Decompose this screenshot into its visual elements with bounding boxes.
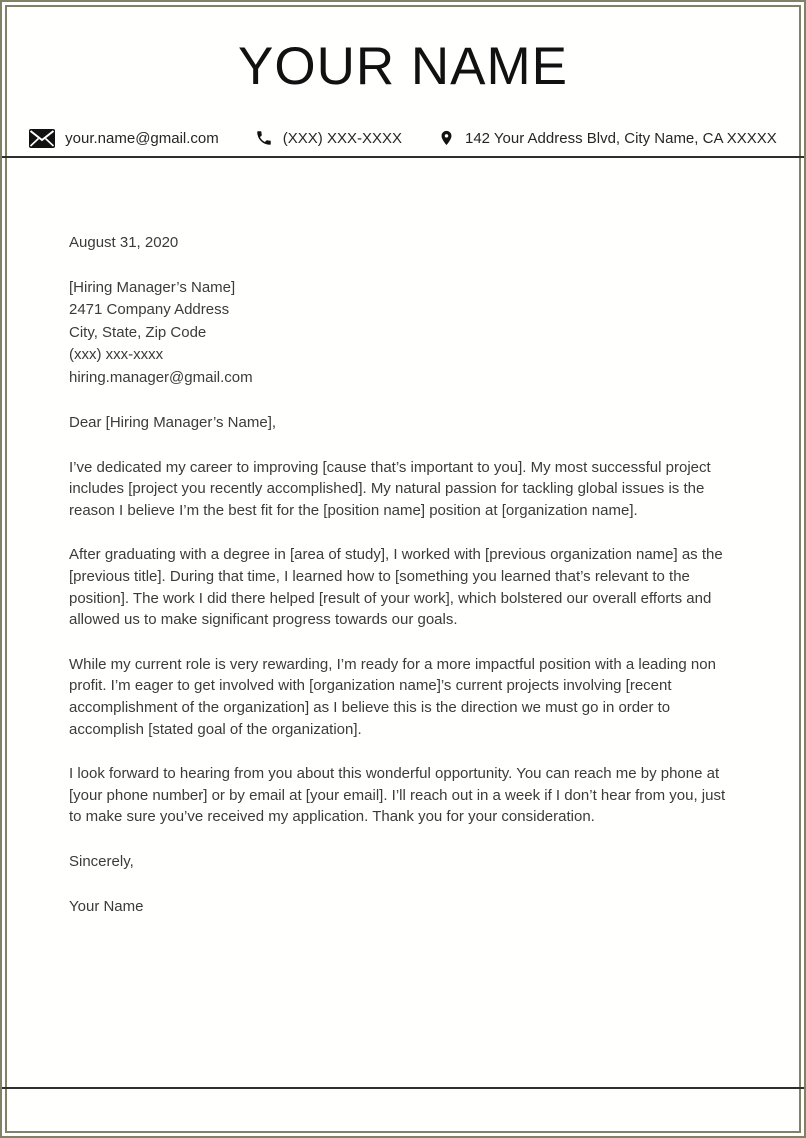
contact-phone — [255, 129, 402, 147]
body-paragraph-4: I look forward to hearing from you about this wonderful opportunity. You can reach me by phone at [your phone number] or by email at [your email]. I’ll reach out in a week if I don’t hear from you, just to make sure you’ve received my application. Thank you for your consideration. — [69, 765, 726, 826]
location-pin-icon — [438, 127, 455, 149]
letter-header — [2, 2, 804, 149]
body-paragraph-3: While my current role is very rewarding, I’m ready for a more impactful position with a leading non profit. I’m eager to get involved with [organization name]’s current projects involving [recent accomplishment of the organization] as I believe this is the direction we must go in order to accomplish [stated goal of the organization]. — [69, 655, 716, 738]
recipient-name: [Hiring Manager’s Name] — [69, 278, 236, 296]
contact-address-text: 142 Your Address Blvd, City Name, CA XXXXX — [464, 129, 777, 147]
contact-address — [438, 127, 777, 149]
letter-date: August 31, 2020 — [69, 234, 179, 251]
contact-row — [2, 127, 804, 149]
header-divider-rule — [0, 156, 806, 158]
footer-divider-rule — [0, 1087, 806, 1089]
recipient-email: hiring.manager@gmail.com — [69, 368, 253, 386]
recipient-block — [69, 277, 736, 390]
contact-email — [29, 129, 219, 148]
recipient-address: 2471 Company Address — [69, 301, 230, 319]
recipient-city-state-zip: City, State, Zip Code — [69, 323, 207, 341]
phone-icon — [255, 129, 273, 147]
salutation: Dear [Hiring Manager’s Name], — [69, 414, 277, 432]
contact-email-text: your.name@gmail.com — [65, 129, 219, 147]
closing: Sincerely, — [69, 853, 134, 870]
envelope-icon — [29, 129, 55, 148]
contact-phone-text: (XXX) XXX-XXXX — [282, 129, 402, 147]
letter-body — [2, 158, 804, 1136]
page-title: YOUR NAME — [238, 37, 568, 96]
body-paragraph-2: After graduating with a degree in [area of study], I worked with [previous organization name] as the [previous title]. During that time, I learned how to [something you learned that’s relevant to the position]. The work I did there helped [result of your work], which bolstered our overall efforts and allowed us to make significant progress towards our goals. — [69, 546, 723, 629]
signature-name: Your Name — [69, 897, 144, 915]
body-paragraph-1: I’ve dedicated my career to improving [cause that’s important to you]. My most successful project includes [project you recently accomplished]. My natural passion for tackling global issues is the reason I believe I’m the best fit for the [position name] position at [organization name]. — [69, 458, 711, 519]
recipient-phone: (xxx) xxx-xxxx — [69, 346, 164, 364]
